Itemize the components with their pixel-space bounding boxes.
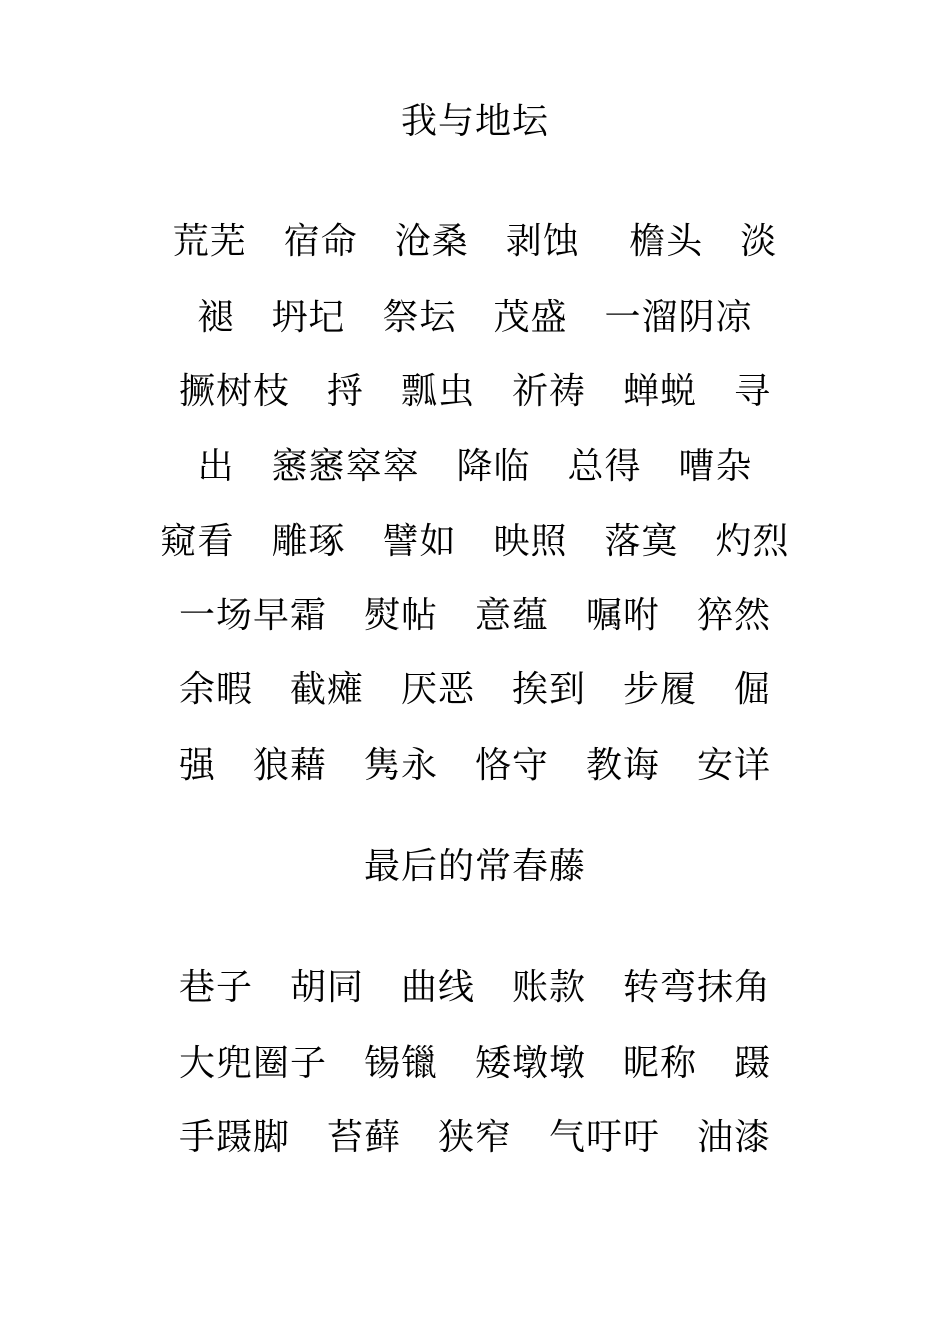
vocab-line: 窥看 雕琢 譬如 映照 落寞 灼烈 (160, 521, 790, 562)
vocab-line: 强 狼藉 隽永 恪守 教诲 安详 (178, 745, 771, 786)
vocab-line: 褪 坍圮 祭坛 茂盛 一溜阴凉 (197, 297, 753, 338)
vocab-line: 巷子 胡同 曲线 账款 转弯抹角 (178, 967, 771, 1008)
vocab-line: 荒芜 宿命 沧桑 剥蚀 檐头 淡 (172, 221, 778, 262)
vocab-line: 一场早霜 熨帖 意蕴 嘱咐 猝然 (178, 595, 771, 636)
vocab-line: 撅树枝 捋 瓢虫 祈祷 蝉蜕 寻 (178, 371, 771, 412)
section-title: 我与地坛 (400, 101, 549, 142)
vocab-line: 大兜圈子 锡镴 矮墩墩 昵称 蹑 (178, 1043, 771, 1084)
section-title: 最后的常春藤 (363, 846, 586, 887)
vocab-line: 余暇 截瘫 厌恶 挨到 步履 倔 (178, 669, 771, 710)
vocab-line: 出 窸窸窣窣 降临 总得 嘈杂 (197, 446, 753, 487)
vocab-line: 手蹑脚 苔藓 狭窄 气吁吁 油漆 (178, 1117, 771, 1158)
